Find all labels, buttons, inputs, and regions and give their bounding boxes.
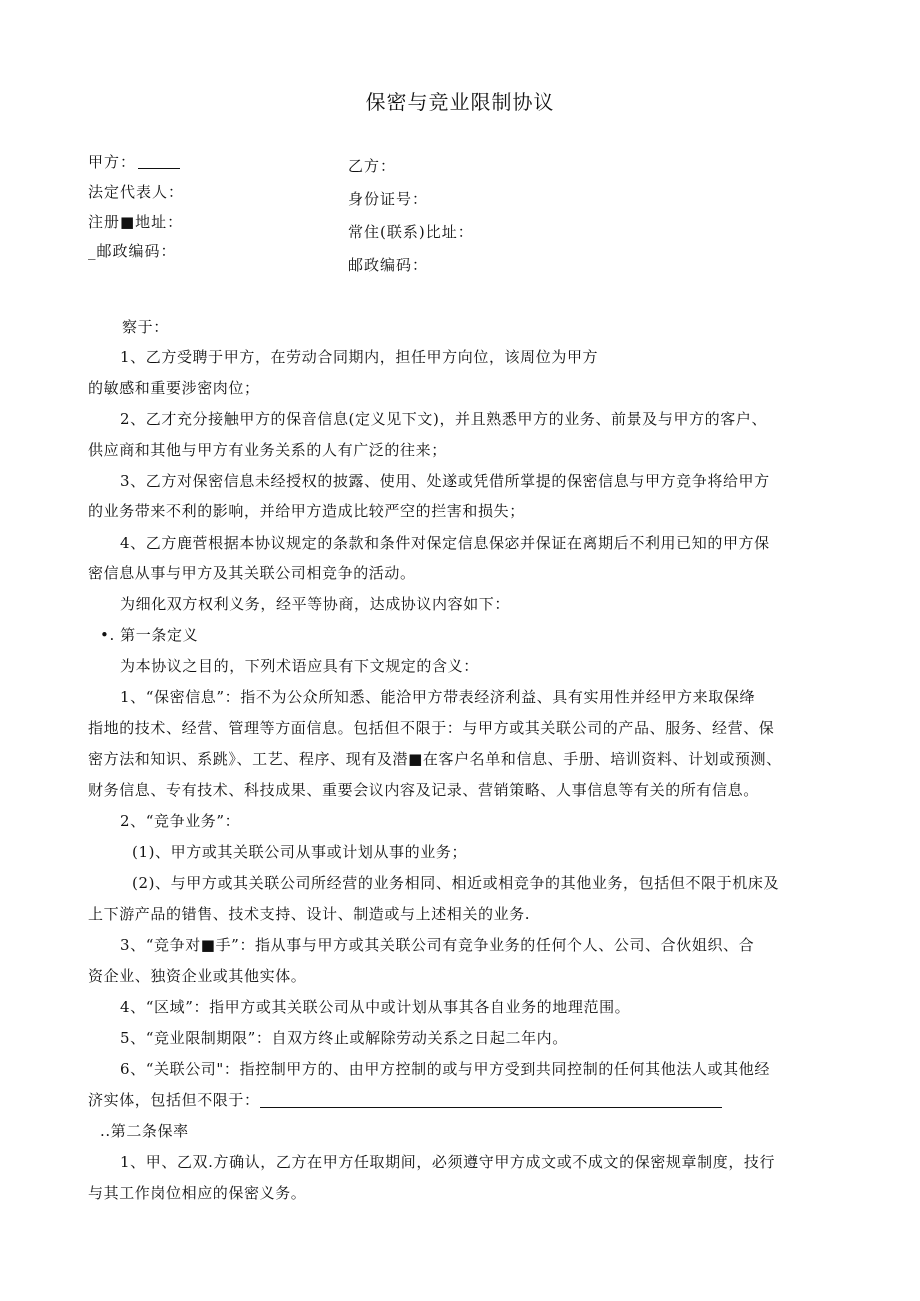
article-1-heading: •. 第一条定义: [100, 626, 199, 644]
party-a-postcode-label: _邮政编码：: [88, 242, 177, 260]
party-a-rep-label: 法定代表人：: [88, 183, 185, 201]
party-b-id-label: 身份证号：: [348, 190, 429, 208]
party-a-name-blank: [138, 154, 180, 169]
definition-6-cont: [88, 1090, 848, 1110]
document-title: 保密与竞业限制协议: [365, 90, 555, 114]
recital-2: 2、乙才充分接触甲方的保音信息(定义见下文)，并且熟悉甲方的业务、前景及与甲方的客户、: [120, 410, 768, 428]
recital-4: 4、乙方鹿菅根据本协议规定的条款和条件对保定信息保宓并保证在离期后不利用已知的甲方保: [120, 534, 770, 552]
article-2-clause-1: 1、甲、乙双.方确认，乙方在甲方任取期间，必须遵守甲方成文或不成文的保密规章制度，技行: [120, 1153, 776, 1171]
agreement-intro: 为细化双方权利义务，经平等协商，达成协议内容如下：: [120, 595, 511, 613]
definition-3-cont: 资企业、独资企业或其他实体。: [88, 967, 307, 985]
definition-6: 6、“关联公司"：指控制甲方的、由甲方控制的或与甲方受到共同控制的任何其他法人或其他经: [120, 1060, 770, 1078]
definition-1: 1、“保密信息”：指不为公众所知悉、能洽甲方带表经济利益、具有实用性并经甲方来取保绛: [120, 688, 756, 706]
article-2-heading: ..第二条保率: [100, 1122, 189, 1140]
recital-4-cont: 密信息从事与甲方及其关联公司相竞争的活动。: [88, 564, 416, 582]
recital-3: 3、乙方对保密信息未经授权的披露、使用、处遂或凭借所掌提的保密信息与甲方竞争将给甲方: [120, 472, 770, 490]
definition-5: 5、“竞业限制期限”：自双方终止或解除劳动关系之日起二年内。: [120, 1029, 568, 1047]
definition-2: 2、“竞争业务”：: [120, 812, 241, 830]
party-b-postcode-label: 邮政编码：: [348, 256, 429, 274]
definition-2-item-1: (1)、甲方或其关联公司从事或计划从事的业务；: [132, 843, 468, 861]
definition-2-item-2: (2)、与甲方或其关联公司所经营的业务相同、相近或相竞争的其他业务，包括但不限于机床及: [132, 874, 780, 892]
recital-3-cont: 的业务带来不利的影响，并给甲方造成比较严空的拦害和损失；: [88, 502, 525, 520]
definition-6-cont-text: 济实体，包括但不限于：: [88, 1091, 260, 1109]
definition-1-cont-2: 密方法和知识、系跳》、工艺、程序、现有及潜■在客户名单和信息、手册、培训资料、计划或预测、: [88, 750, 782, 768]
article-2-clause-1-cont: 与其工作岗位相应的保密义务。: [88, 1184, 307, 1202]
recital-2-cont: 供应商和其他与甲方有业务关系的人有广泛的往来；: [88, 441, 447, 459]
recital-1-cont: 的敏感和重要涉密肉位；: [88, 379, 260, 397]
recital-1: 1、乙方受聘于甲方，在劳动合同期内，担任甲方向位，该周位为甲方: [120, 348, 599, 366]
fill-in-blank-line: [260, 1092, 722, 1108]
definition-4: 4、“区域”：指甲方或其关联公司从中或计划从事其各自业务的地理范围。: [120, 998, 631, 1016]
party-a-address-label: 注册■地址：: [88, 213, 184, 231]
party-b-name-label: 乙方：: [348, 157, 397, 175]
recital-heading: 察于：: [122, 318, 169, 336]
party-b-address-label: 常住(联系)比址：: [348, 223, 474, 241]
definition-2-item-2-cont: 上下游产品的错售、技术支持、设计、制造或与上述相关的业务.: [88, 905, 531, 923]
party-a-name: [88, 152, 180, 172]
definition-3: 3、“竞争对■手”：指从事与甲方或其关联公司有竞争业务的任何个人、公司、合伙姐织、合: [120, 936, 755, 954]
definition-1-cont-3: 财务信息、专有技术、科技成果、重要会议内容及记录、营销策略、人事信息等有关的所有信息。: [88, 781, 759, 799]
party-a-name-label: 甲方：: [88, 153, 137, 171]
definition-1-cont-1: 指地的技术、经营、管理等方面信息。包括但不限于：与甲方或其关联公司的产品、服务、经营、保: [88, 719, 775, 737]
article-1-intro: 为本协议之目的，下列术语应具有下文规定的含义：: [120, 657, 479, 675]
